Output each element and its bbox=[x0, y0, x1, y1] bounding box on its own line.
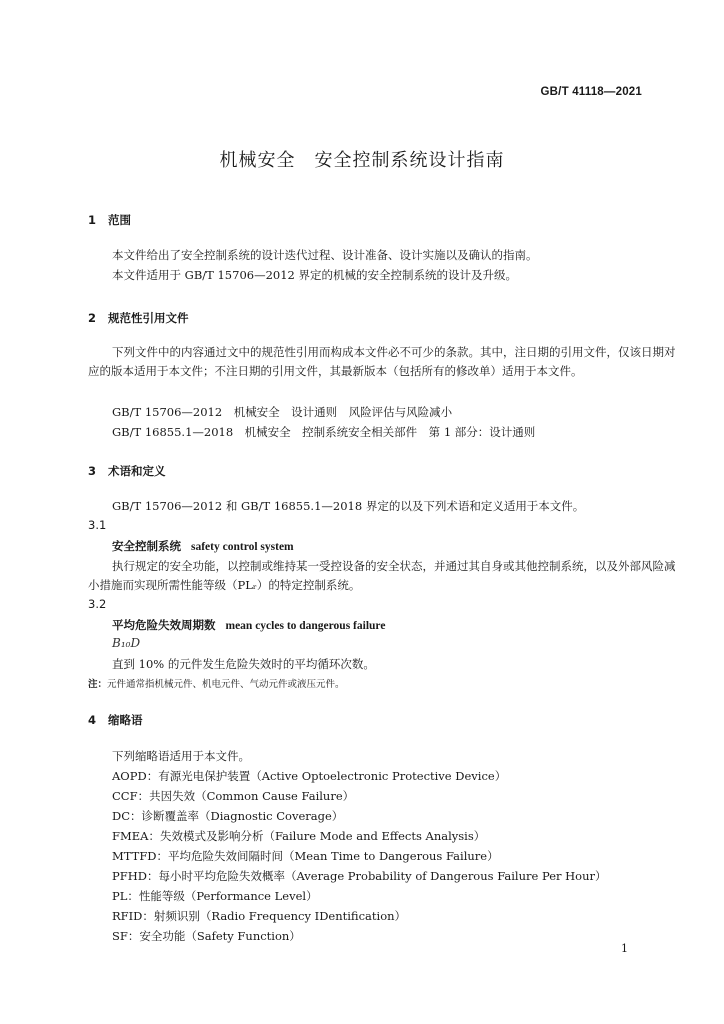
paragraph: 本文件给出了安全控制系统的设计迭代过程、设计准备、设计实施以及确认的指南。 bbox=[112, 248, 538, 262]
term-definition: 直到 10% 的元件发生危险失效时的平均循环次数。 bbox=[112, 657, 375, 671]
abbreviation-item: DC：诊断覆盖率（Diagnostic Coverage） bbox=[112, 809, 344, 823]
term-note bbox=[88, 676, 345, 690]
section-1-heading bbox=[88, 212, 131, 228]
abbreviation-item: RFID：射频识别（Radio Frequency IDentification） bbox=[112, 909, 407, 923]
page-number: 1 bbox=[621, 942, 628, 955]
normative-reference: GB/T 16855.1—2018 机械安全 控制系统安全相关部件 第 1 部分：设计通则 bbox=[112, 425, 536, 439]
term-entry bbox=[112, 617, 385, 633]
paragraph: 下列文件中的内容通过文中的规范性引用而构成本文件必不可少的条款。其中，注日期的引用文件，仅该日期对应的版本适用于本文件；不注日期的引用文件，其最新版本（包括所有的修改单）适用于本文件。 bbox=[88, 345, 676, 379]
term-symbol: B₁₀D bbox=[112, 636, 141, 650]
abbreviation-item: PL：性能等级（Performance Level） bbox=[112, 889, 318, 903]
term-definition: 执行规定的安全功能，以控制或维持某一受控设备的安全状态，并通过其自身或其他控制系统，以及外部风险减小措施而实现所需性能等级（PLᵣ）的特定控制系统。 bbox=[88, 559, 676, 593]
section-2-heading bbox=[88, 310, 189, 326]
note-text: 元件通常指机械元件、机电元件、气动元件或液压元件。 bbox=[107, 679, 345, 690]
section-4-heading bbox=[88, 712, 143, 728]
term-en: safety control system bbox=[191, 541, 294, 553]
normative-reference: GB/T 15706—2012 机械安全 设计通则 风险评估与风险减小 bbox=[112, 405, 453, 419]
paragraph: 下列缩略语适用于本文件。 bbox=[112, 749, 250, 763]
term-zh: 平均危险失效周期数 bbox=[112, 618, 216, 632]
document-title: 机械安全 安全控制系统设计指南 bbox=[219, 150, 505, 171]
section-number: 3 bbox=[88, 464, 97, 478]
section-number: 1 bbox=[88, 213, 97, 227]
term-en: mean cycles to dangerous failure bbox=[225, 620, 386, 632]
abbreviation-item: MTTFD：平均危险失效间隔时间（Mean Time to Dangerous Failure） bbox=[112, 849, 499, 863]
abbreviation-item: AOPD：有源光电保护装置（Active Optoelectronic Protective Device） bbox=[112, 769, 507, 783]
term-zh: 安全控制系统 bbox=[112, 539, 181, 553]
section-title: 缩略语 bbox=[108, 713, 143, 727]
paragraph: GB/T 15706—2012 和 GB/T 16855.1—2018 界定的以及下列术语和定义适用于本文件。 bbox=[112, 499, 585, 513]
clause-number: 3.1 bbox=[88, 518, 107, 532]
section-number: 2 bbox=[88, 311, 97, 325]
abbreviation-item: PFHD：每小时平均危险失效概率（Average Probability of Dangerous Failure Per Hour） bbox=[112, 869, 607, 883]
section-title: 规范性引用文件 bbox=[108, 311, 189, 325]
section-number: 4 bbox=[88, 713, 97, 727]
section-title: 范围 bbox=[108, 213, 131, 227]
abbreviation-item: CCF：共因失效（Common Cause Failure） bbox=[112, 789, 355, 803]
note-label: 注： bbox=[88, 679, 108, 690]
section-title: 术语和定义 bbox=[108, 464, 166, 478]
standard-code: GB/T 41118—2021 bbox=[540, 86, 642, 98]
term-entry bbox=[112, 538, 294, 554]
paragraph: 本文件适用于 GB/T 15706—2012 界定的机械的安全控制系统的设计及升级。 bbox=[112, 268, 517, 282]
clause-number: 3.2 bbox=[88, 597, 107, 611]
section-3-heading bbox=[88, 463, 166, 479]
abbreviation-item: SF：安全功能（Safety Function） bbox=[112, 929, 301, 943]
abbreviation-item: FMEA：失效模式及影响分析（Failure Mode and Effects Analysis） bbox=[112, 829, 486, 843]
